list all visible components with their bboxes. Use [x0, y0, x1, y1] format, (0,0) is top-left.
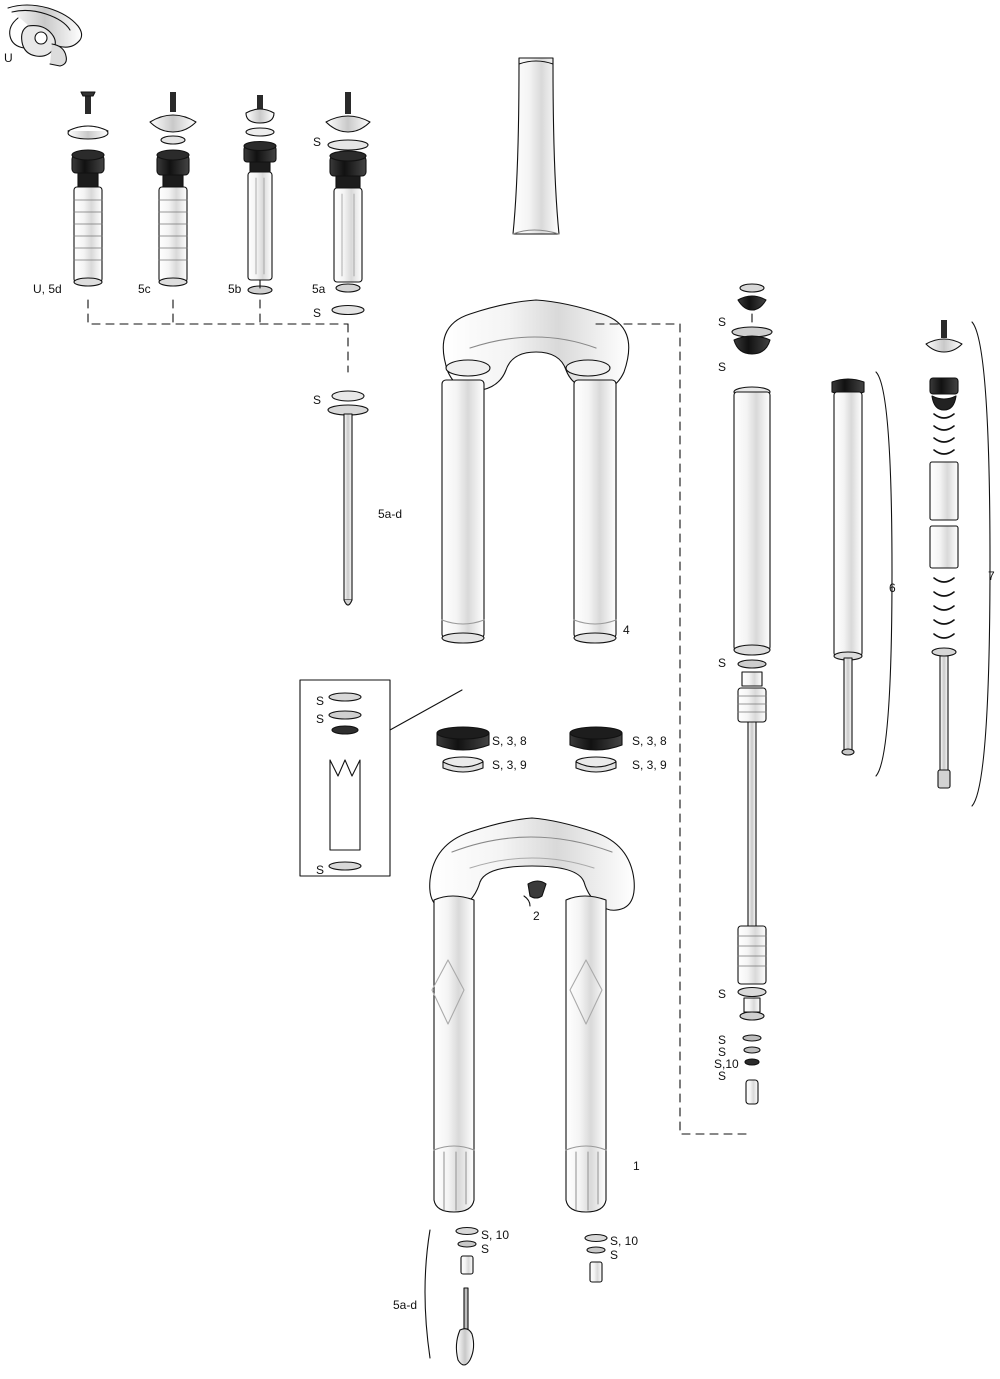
- damper-rod-5ad: [328, 391, 368, 605]
- part-label-5c: 5c: [138, 282, 151, 296]
- part-label-s39-l: S, 3, 9: [492, 758, 527, 772]
- damper-assembly-5a: [326, 92, 370, 315]
- part-label-s-rod: S: [313, 393, 322, 407]
- part-label-s-box2: S: [316, 712, 325, 726]
- part-label-s-r7: S: [718, 1069, 727, 1083]
- part-label-s-r3: S: [718, 656, 727, 670]
- bottom-hardware: [425, 1228, 607, 1366]
- part-label-s10-bl: S, 10: [481, 1228, 510, 1242]
- part-label-s-box1: S: [316, 694, 325, 708]
- part-label-5b: 5b: [228, 282, 242, 296]
- part-label-s10-br: S, 10: [610, 1234, 639, 1248]
- lower-leg-casting-1: [430, 818, 635, 1212]
- part-label-u5d: U, 5d: [33, 282, 62, 296]
- crown-steerer-4: [442, 58, 629, 643]
- part-label-s-bl: S: [481, 1242, 490, 1256]
- part-label-s-br: S: [610, 1248, 619, 1262]
- remote-lever: [8, 5, 82, 66]
- damper-assembly-5b: [244, 95, 276, 294]
- part-label-u-top: U: [4, 51, 13, 65]
- part-label-s-5a-top: S: [313, 135, 322, 149]
- part-label-s-5a-bot: S: [313, 306, 322, 320]
- part-label-s38-r: S, 3, 8: [632, 734, 667, 748]
- part-label-5a: 5a: [312, 282, 326, 296]
- part-label-s39-r: S, 3, 9: [632, 758, 667, 772]
- part-label-s-r5: S: [718, 1033, 727, 1047]
- seal-kit-box: [300, 680, 462, 876]
- part-label-s-r2: S: [718, 360, 727, 374]
- part-label-s10-r: S,10: [714, 1057, 739, 1071]
- dashed-guides-left: [88, 300, 348, 372]
- coil-spring-assembly-7: [926, 320, 990, 806]
- dashed-guides-right: [596, 300, 752, 1134]
- part-label-num6: 6: [889, 581, 896, 595]
- part-label-s-r6: S: [718, 1045, 727, 1059]
- dust-seals: [437, 727, 622, 772]
- damper-assembly-5d: [68, 92, 108, 286]
- damper-assembly-5c: [150, 92, 196, 286]
- part-label-num2: 2: [533, 909, 540, 923]
- part-label-s-r1: S: [718, 315, 727, 329]
- part-label-5ad-mid: 5a-d: [378, 507, 403, 521]
- part-label-num7: 7: [988, 569, 995, 583]
- air-spring-assembly: [732, 284, 772, 1104]
- part-label-5ad-bot: 5a-d: [393, 1298, 418, 1312]
- part-label-num1: 1: [633, 1159, 640, 1173]
- part-label-num4: 4: [623, 623, 630, 637]
- damper-cartridge-6: [832, 372, 892, 776]
- part-label-s-box3: S: [316, 863, 325, 877]
- part-label-s-r4: S: [718, 987, 727, 1001]
- part-label-s38-l: S, 3, 8: [492, 734, 527, 748]
